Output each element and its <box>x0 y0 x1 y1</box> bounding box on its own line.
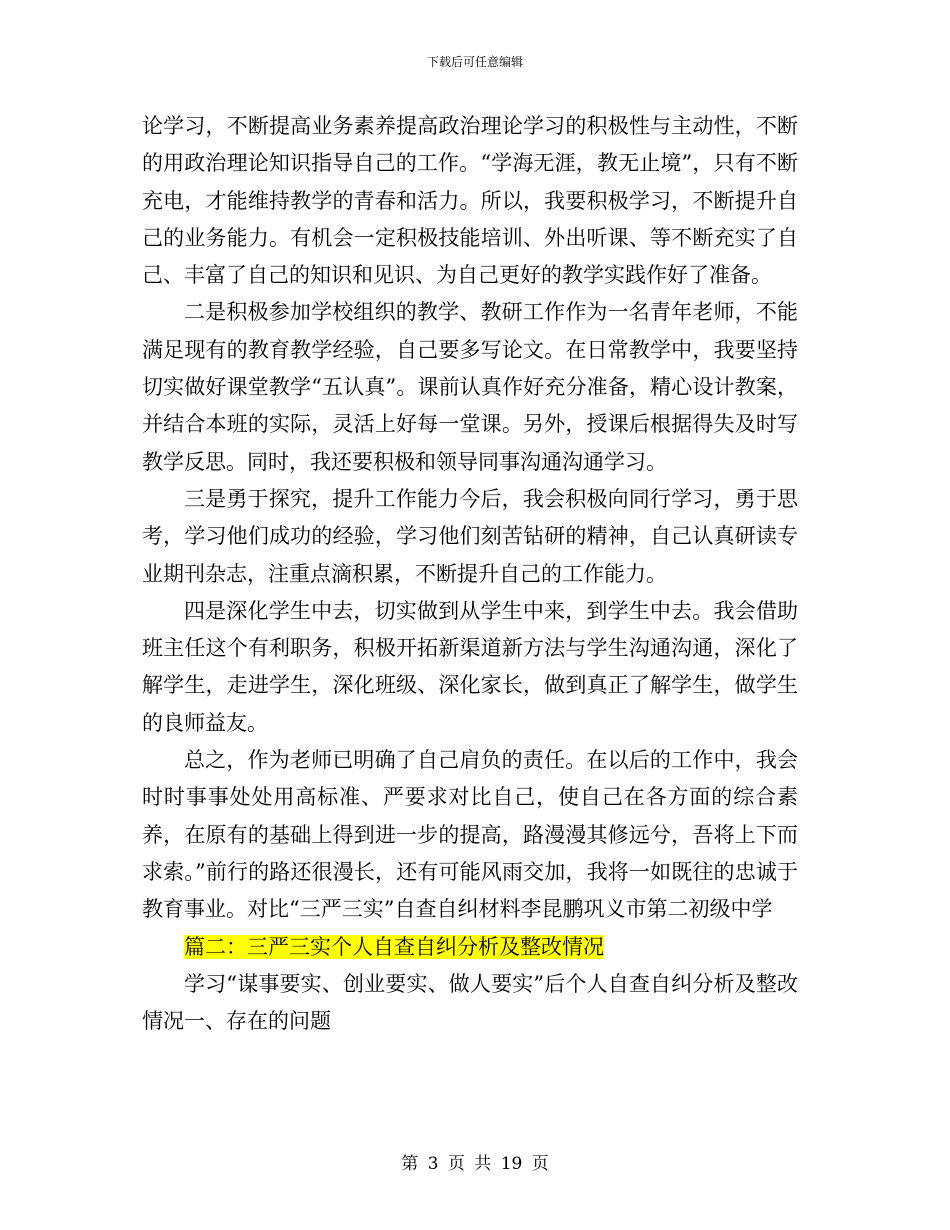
page-number-footer: 第 3 页 共 19 页 <box>401 1154 549 1174</box>
paragraph-point-four: 四是深化学生中去，切实做到从学生中来，到学生中去。我会借助班主任这个有利职务，积极开拓新渠道新方法与学生沟通沟通，深化了解学生，走进学生，深化班级、深化家长，做到真正了解学生，做学生的良师益友。 <box>142 598 798 735</box>
paragraph-point-three: 三是勇于探究，提升工作能力今后，我会积极向同行学习，勇于思考，学习他们成功的经验，学习他们刻苦钻研的精神，自己认真研读专业期刊杂志，注重点滴积累，不断提升自己的工作能力。 <box>142 486 798 586</box>
section-heading <box>142 929 798 966</box>
paragraph-point-two: 二是积极参加学校组织的教学、教研工作作为一名青年老师，不能满足现有的教育教学经验，自己要多写论文。在日常教学中，我要坚持切实做好课堂教学“五认真”。课前认真作好充分准备，精心设计教案，并结合本班的实际，灵活上好每一堂课。另外，授课后根据得失及时写教学反思。同时，我还要积极和领导同事沟通沟通学习。 <box>142 300 798 474</box>
document-body <box>142 108 798 1040</box>
paragraph-continuation: 论学习，不断提高业务素养提高政治理论学习的积极性与主动性，不断的用政治理论知识指导自己的工作。“学海无涯，教无止境”，只有不断充电，才能维持教学的青春和活力。所以，我要积极学习，不断提升自己的业务能力。有机会一定积极技能培训、外出听课、等不断充实了自己、丰富了自己的知识和见识、为自己更好的教学实践作好了准备。 <box>142 114 798 288</box>
highlighted-heading-text: 篇二：三严三实个人自查自纠分析及整改情况 <box>184 934 604 959</box>
paragraph-section-intro: 学习“谋事要实、创业要实、做人要实”后个人自查自纠分析及整改情况一、存在的问题 <box>142 971 798 1034</box>
paragraph-conclusion: 总之，作为老师已明确了自己肩负的责任。在以后的工作中，我会时时事事处处用高标准、严要求对比自己，使自己在各方面的综合素养，在原有的基础上得到进一步的提高，路漫漫其修远兮，吾将上下而求索。”前行的路还很漫长，还有可能风雨交加，我将一如既往的忠诚于教育事业。对比“三严三实”自查自纠材料李昆鹏巩义市第二初级中学 <box>142 748 798 922</box>
page-header: 下载后可任意编辑 <box>426 55 523 69</box>
